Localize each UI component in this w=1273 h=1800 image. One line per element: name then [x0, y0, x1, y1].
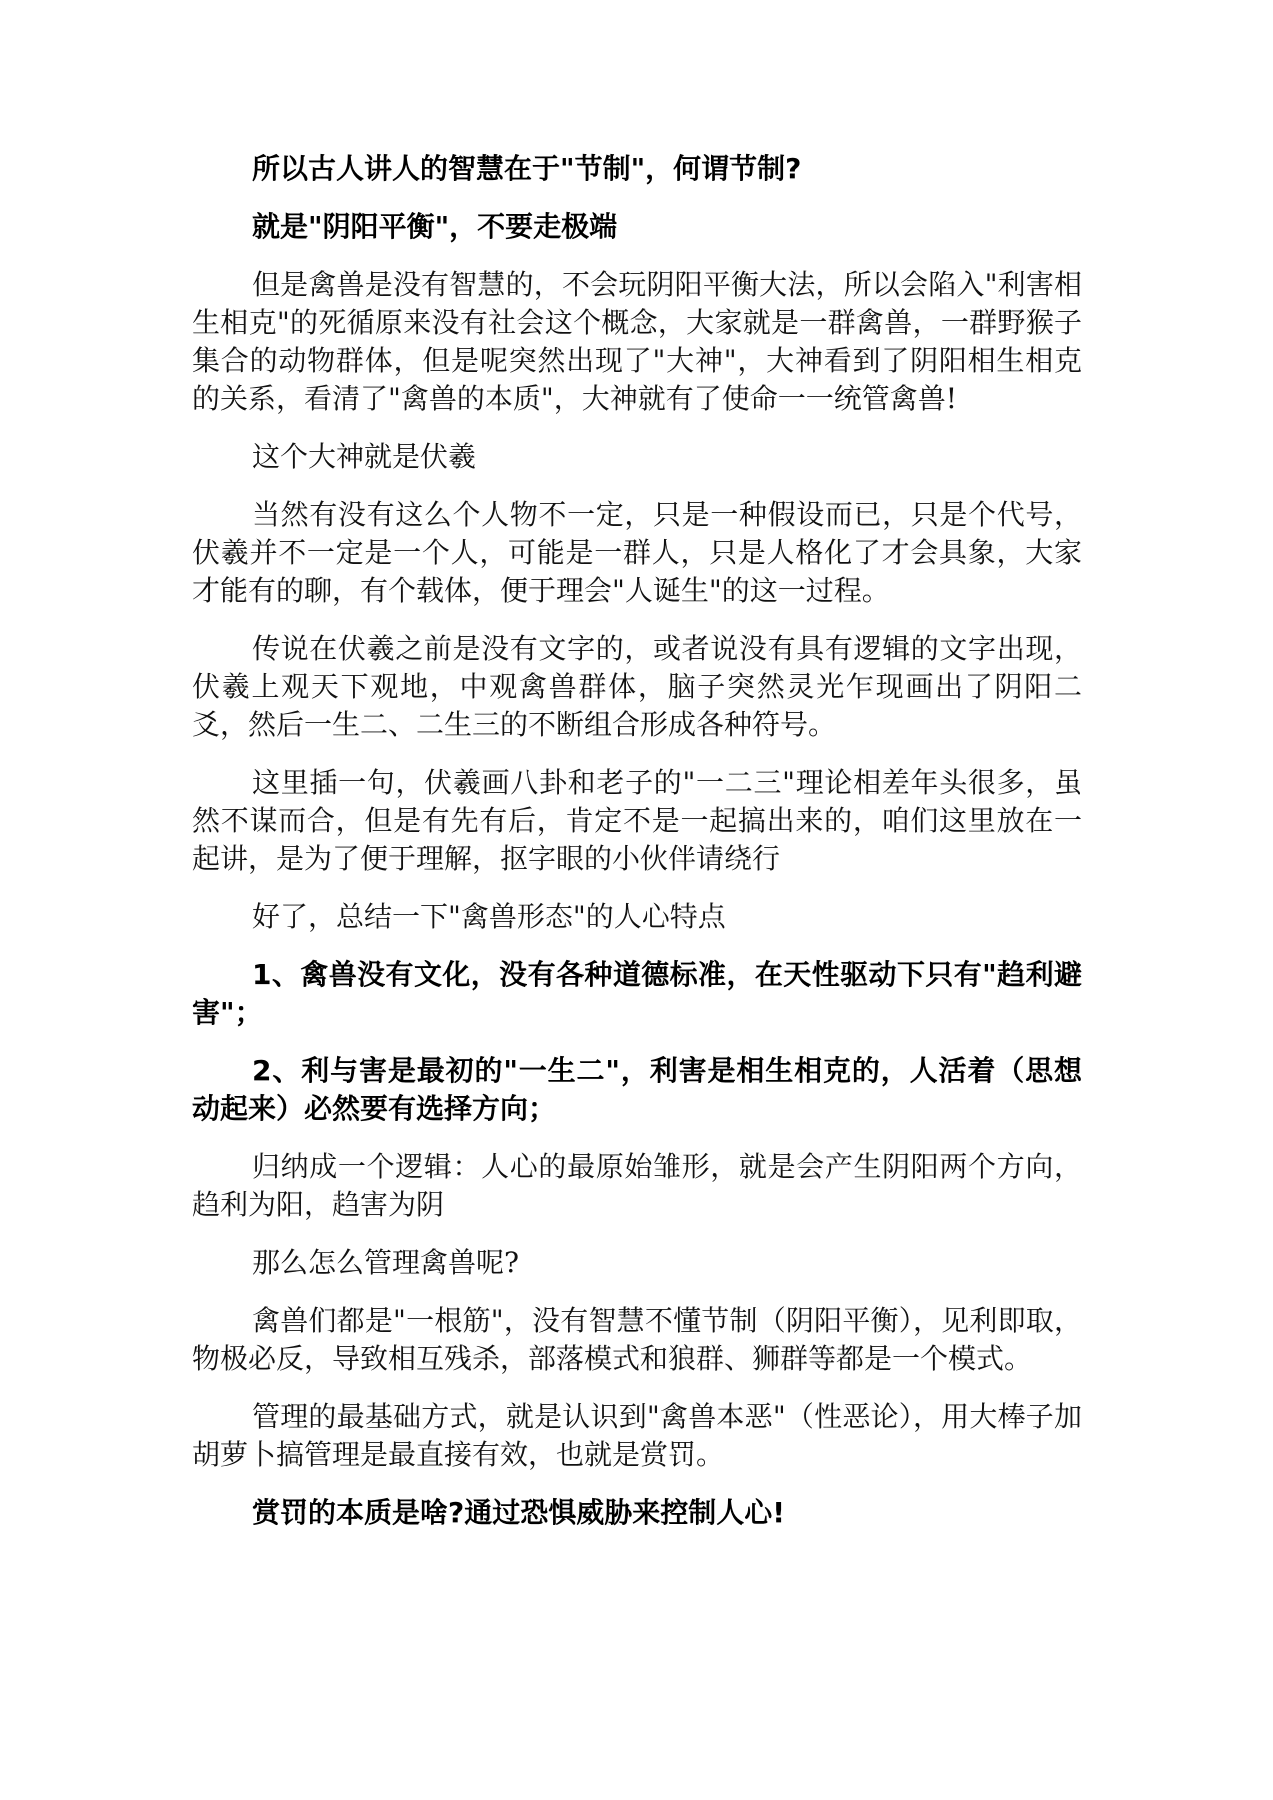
paragraph: 归纳成一个逻辑：人心的最原始雏形，就是会产生阴阳两个方向，趋利为阳，趋害为阴 [192, 1150, 1082, 1221]
paragraph: 好了，总结一下"禽兽形态"的人心特点 [252, 900, 726, 933]
paragraph: 那么怎么管理禽兽呢? [252, 1246, 520, 1279]
paragraph: 2、利与害是最初的"一生二"，利害是相生相克的，人活着（思想动起来）必然要有选择方向； [192, 1054, 1082, 1125]
paragraph: 禽兽们都是"一根筋"，没有智慧不懂节制（阴阳平衡），见利即取，物极必反，导致相互残杀，部落模式和狼群、狮群等都是一个模式。 [192, 1304, 1082, 1375]
article-body [192, 150, 1082, 1552]
paragraph: 这里插一句，伏羲画八卦和老子的"一二三"理论相差年头很多，虽然不谋而合，但是有先有后，肯定不是一起搞出来的，咱们这里放在一起讲，是为了便于理解，抠字眼的小伙伴请绕行 [192, 766, 1082, 875]
paragraph: 管理的最基础方式，就是认识到"禽兽本恶"（性恶论），用大棒子加胡萝卜搞管理是最直接有效，也就是赏罚。 [192, 1400, 1082, 1471]
paragraph: 当然有没有这么个人物不一定，只是一种假设而已，只是个代号，伏羲并不一定是一个人，可能是一群人，只是人格化了才会具象，大家才能有的聊，有个载体，便于理会"人诞生"的这一过程。 [192, 498, 1082, 607]
paragraph: 就是"阴阳平衡"，不要走极端 [252, 210, 618, 243]
paragraph: 赏罚的本质是啥?通过恐惧威胁来控制人心! [252, 1496, 786, 1529]
paragraph: 所以古人讲人的智慧在于"节制"，何谓节制? [252, 152, 802, 185]
paragraph: 这个大神就是伏羲 [252, 440, 477, 473]
paragraph: 1、禽兽没有文化，没有各种道德标准，在天性驱动下只有"趋利避害"； [192, 958, 1082, 1029]
paragraph: 但是禽兽是没有智慧的，不会玩阴阳平衡大法，所以会陷入"利害相生相克"的死循原来没有社会这个概念，大家就是一群禽兽，一群野猴子集合的动物群体，但是呢突然出现了"大神"，大神看到了阴阳相生相克的关系，看清了"禽兽的本质"，大神就有了使命一一统管禽兽! [192, 268, 1082, 415]
paragraph: 传说在伏羲之前是没有文字的，或者说没有具有逻辑的文字出现，伏羲上观天下观地，中观禽兽群体，脑子突然灵光乍现画出了阴阳二爻，然后一生二、二生三的不断组合形成各种符号。 [192, 632, 1082, 741]
